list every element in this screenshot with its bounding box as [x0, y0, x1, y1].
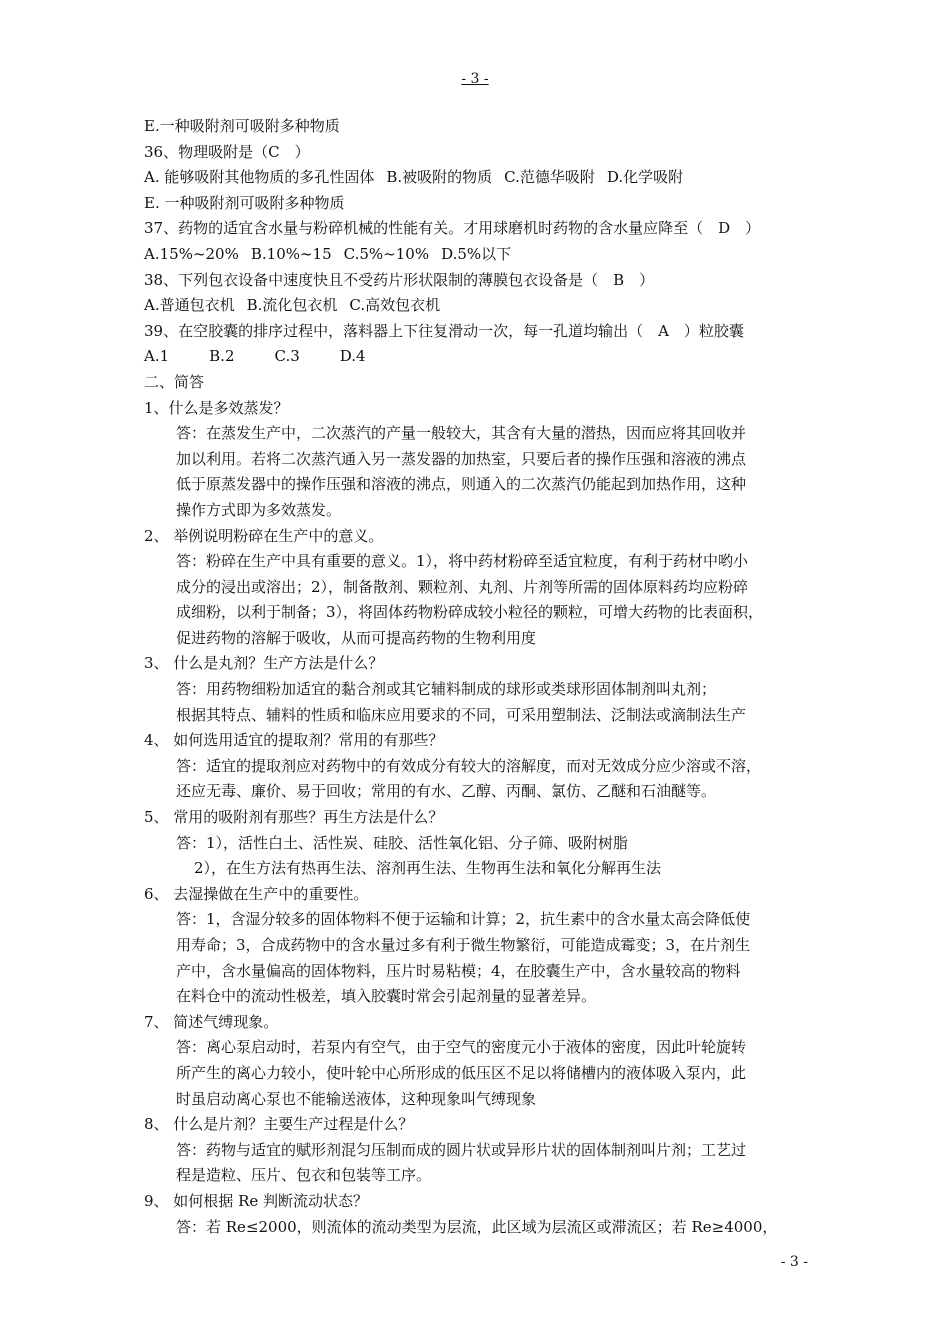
- sq1-question: 1、什么是多效蒸发？: [144, 398, 289, 417]
- sq2-answer-line: 成细粉，以利于制备；3），将固体药物粉碎成较小粒径的颗粒，可增大药物的比表面积，: [176, 603, 764, 622]
- sq8-question: 8、 什么是片剂？主要生产过程是什么？: [144, 1115, 414, 1134]
- sq6-question: 6、 去湿操做在生产中的重要性。: [144, 884, 369, 903]
- q36-option-a: A. 能够吸附其他物质的多孔性固体: [144, 168, 375, 187]
- sq4-answer-line: 还应无毒、廉价、易于回收；常用的有水、乙醇、丙酮、氯仿、乙醚和石油醚等。: [176, 782, 717, 801]
- q38-stem: 38、下列包衣设备中速度快且不受药片形状限制的薄膜包衣设备是（ B ）: [144, 270, 655, 289]
- q38-option-b: B.流化包衣机: [246, 296, 338, 315]
- sq9-answer-line: 答：若 Re≤2000，则流体的流动类型为层流，此区域为层流区或滞流区；若 Re≥4000，: [176, 1217, 778, 1236]
- section-title: 二、简答: [144, 372, 205, 391]
- footer-page-number: - 3 -: [780, 1254, 808, 1270]
- q37-option-c: C.5%~10%: [343, 244, 430, 263]
- sq8-answer-line: 答：药物与适宜的赋形剂混匀压制而成的圆片状或异形片状的固体制剂叫片剂；工艺过: [176, 1140, 747, 1159]
- q39-option-a: A.1: [144, 347, 170, 366]
- q36-option-c: C.范德华吸附: [504, 168, 595, 187]
- sq2-question: 2、 举例说明粉碎在生产中的意义。: [144, 526, 384, 545]
- sq1-answer-line: 答：在蒸发生产中，二次蒸汽的产量一般较大，其含有大量的潜热，因而应将其回收并: [176, 424, 747, 443]
- sq7-question: 7、 简述气缚现象。: [144, 1012, 279, 1031]
- sq7-answer-line: 答：离心泵启动时，若泵内有空气，由于空气的密度元小于液体的密度，因此叶轮旋转: [176, 1038, 747, 1057]
- sq5-question: 5、 常用的吸附剂有那些？再生方法是什么？: [144, 808, 444, 827]
- q38-option-a: A.普通包衣机: [144, 296, 235, 315]
- q36-stem: 36、物理吸附是（C ）: [144, 142, 310, 161]
- sq3-answer-line: 根据其特点、辅料的性质和临床应用要求的不同，可采用塑制法、泛制法或滴制法生产: [176, 705, 747, 724]
- q36-option-d: D.化学吸附: [606, 168, 684, 187]
- q37-option-d: D.5%以下: [441, 244, 512, 263]
- sq2-answer-line: 成分的浸出或溶出；2），制备散剂、颗粒剂、丸剂、片剂等所需的固体原料药均应粉碎: [176, 577, 749, 596]
- sq8-answer-line: 程是造粒、压片、包衣和包装等工序。: [176, 1166, 432, 1185]
- q37-stem: 37、药物的适宜含水量与粉碎机械的性能有关。才用球磨机时药物的含水量应降至（ D ）: [144, 219, 761, 238]
- q36-option-e: E. 一种吸附剂可吸附多种物质: [144, 193, 345, 212]
- document-body: [144, 114, 814, 1240]
- q39-options: [144, 344, 814, 370]
- q39-option-d: D.4: [339, 347, 366, 366]
- q35-option-e: E.一种吸附剂可吸附多种物质: [144, 117, 340, 135]
- sq6-answer-line: 用寿命；3，合成药物中的含水量过多有利于微生物繁衍，可能造成霉变；3，在片剂生: [176, 936, 751, 954]
- q39-stem: 39、在空胶囊的排序过程中，落料器上下往复滑动一次，每一孔道均输出（ A ）粒胶囊: [144, 321, 744, 340]
- sq5-answer-line: 2），在生方法有热再生法、溶剂再生法、生物再生法和氧化分解再生法: [194, 859, 662, 878]
- sq5-answer-line: 答：1），活性白土、活性炭、硅胶、活性氧化铝、分子筛、吸附树脂: [176, 833, 629, 852]
- sq6-answer-line: 在料仓中的流动性极差，填入胶囊时常会引起剂量的显著差异。: [176, 987, 597, 1006]
- sq1-answer-line: 加以利用。若将二次蒸汽通入另一蒸发器的加热室，只要后者的操作压强和溶液的沸点: [176, 449, 747, 468]
- q36-option-b: B.被吸附的物质: [386, 168, 493, 187]
- sq3-question: 3、 什么是丸剂？生产方法是什么？: [144, 654, 384, 673]
- sq7-answer-line: 所产生的离心力较小，使叶轮中心所形成的低压区不足以将储槽内的液体吸入泵内，此: [176, 1063, 747, 1082]
- sq1-answer-line: 低于原蒸发器中的操作压强和溶液的沸点，则通入的二次蒸汽仍能起到加热作用，这种: [176, 475, 747, 494]
- sq1-answer-line: 操作方式即为多效蒸发。: [176, 500, 342, 519]
- q39-option-b: B.2: [209, 347, 235, 366]
- q37-options: [144, 242, 814, 268]
- q37-option-b: B.10%~15: [250, 244, 332, 263]
- header-page-number: - 3 -: [461, 71, 489, 87]
- sq9-question: 9、 如何根据 Re 判断流动状态？: [144, 1191, 369, 1210]
- q38-option-c: C.高效包衣机: [349, 296, 441, 315]
- sq7-answer-line: 时虽启动离心泵也不能输送液体，这种现象叫气缚现象: [176, 1089, 537, 1108]
- q38-options: [144, 293, 814, 319]
- sq6-answer-line: 答：1，含湿分较多的固体物料不便于运输和计算；2，抗生素中的含水量太高会降低使: [176, 910, 751, 929]
- sq4-answer-line: 答：适宜的提取剂应对药物中的有效成分有较大的溶解度，而对无效成分应少溶或不溶，: [176, 756, 762, 775]
- sq6-answer-line: 产中，含水量偏高的固体物料，压片时易粘模；4，在胶囊生产中，含水量较高的物料: [176, 961, 741, 980]
- sq2-answer-line: 答：粉碎在生产中具有重要的意义。1），将中药材粉碎至适宜粒度，有利于药材中哟小: [176, 552, 749, 571]
- sq3-answer-line: 答：用药物细粉加适宜的黏合剂或其它辅料制成的球形或类球形固体制剂叫丸剂；: [176, 680, 717, 699]
- q39-option-c: C.3: [274, 347, 300, 366]
- q36-options: [144, 165, 814, 191]
- sq4-question: 4、 如何选用适宜的提取剂？常用的有那些？: [144, 731, 444, 750]
- sq2-answer-line: 促进药物的溶解于吸收，从而可提高药物的生物利用度: [176, 628, 537, 647]
- q37-option-a: A.15%~20%: [144, 244, 239, 263]
